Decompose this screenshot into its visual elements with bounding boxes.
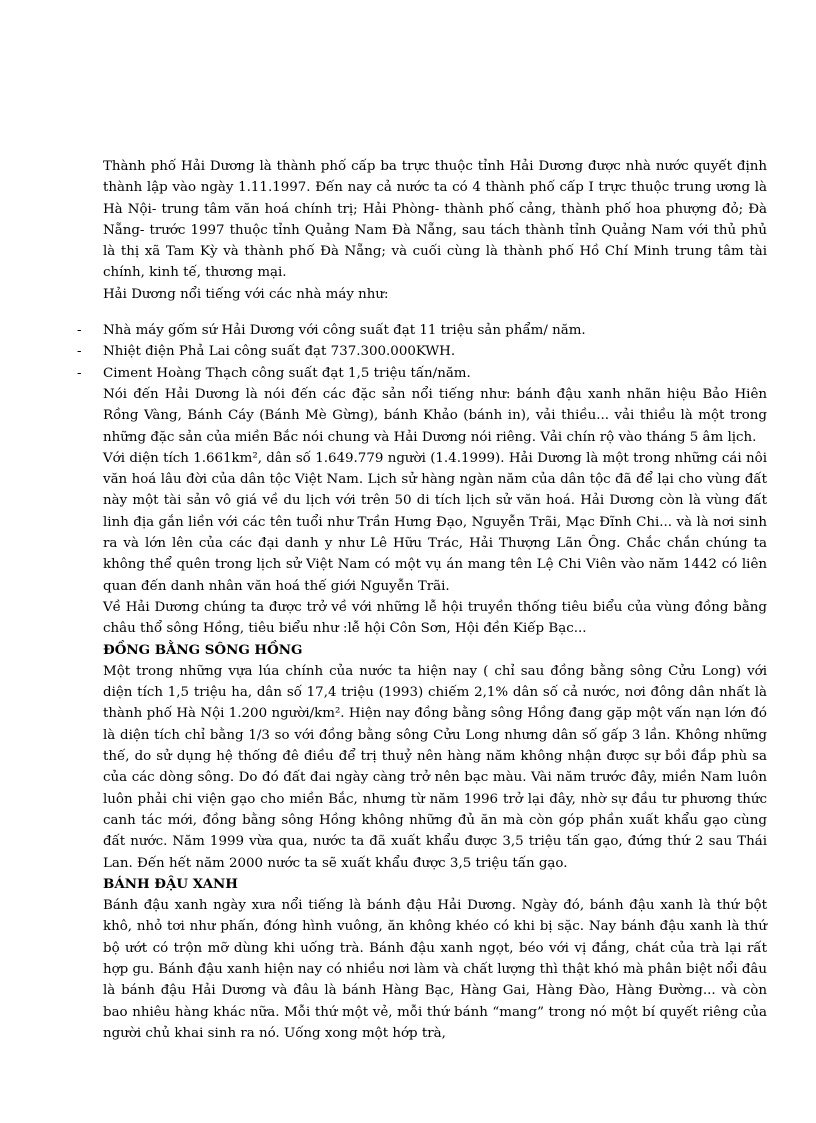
- paragraph-area-population: Với diện tích 1.661km², dân số 1.649.779 người (1.4.1999). Hải Dương là một trong những cái nôi văn hoá lâu đời của dân tộc Việt Nam. Lịch sử hàng ngàn năm của dân tộc đã để lại cho vùng đất này một tài sản vô giá về du lịch với trên 50 di tích lịch sử văn hoá. Hải Dương còn là vùng đất linh địa gắn liền với các tên tuổi như Trần Hưng Đạo, Nguyễn Trãi, Mạc Đĩnh Chi... và là nơi sinh ra và lớn lên của các đại danh y như Lê Hữu Trác, Hải Thượng Lãn Ông. Chắc chắn chúng ta không thể quên trong lịch sử Việt Nam có một vụ án mang tên Lệ Chi Viên vào năm 1442 có liên quan đến danh nhân văn hoá thế giới Nguyễn Trãi.: [103, 450, 767, 594]
- list-marker: -: [77, 365, 82, 381]
- paragraph-mung-bean-cake: Bánh đậu xanh ngày xưa nổi tiếng là bánh đậu Hải Dương. Ngày đó, bánh đậu xanh là thứ bột khô, nhỏ tơi như phấn, đóng hình vuông, ăn không khéo có khi bị sặc. Nay bánh đậu xanh là thứ bộ ướt có trộn mỡ dùng khi uống trà. Bánh đậu xanh ngọt, béo với vị đắng, chát của trà lại rất hợp gu. Bánh đậu xanh hiện nay có nhiều nơi làm và chất lượng thì thật khó mà phân biệt nổi đâu là bánh đậu Hải Dương và đâu là bánh Hàng Bạc, Hàng Gai, Hàng Đào, Hàng Đường... và còn bao nhiêu hàng khác nữa. Mỗi thứ một vẻ, mỗi thứ bánh “mang” trong nó một bí quyết riêng của người chủ khai sinh ra nó. Uống xong một hớp trà,: [103, 898, 767, 1041]
- paragraph-factories-intro: Hải Dương nổi tiếng với các nhà máy như:: [103, 286, 389, 302]
- paragraph-specialties: Nói đến Hải Dương là nói đến các đặc sản nổi tiếng như: bánh đậu xanh nhãn hiệu Bảo Hiên Rồng Vàng, Bánh Cáy (Bánh Mè Gừng), bánh Khảo (bánh in), vải thiều... vải thiều là một trong những đặc sản của miền Bắc nói chung và Hải Dương nói riêng. Vải chín rộ vào tháng 5 âm lịch.: [103, 386, 767, 445]
- list-item-text: Nhà máy gốm sứ Hải Dương với công suất đạt 11 triệu sản phẩm/ năm.: [103, 323, 586, 339]
- paragraph-red-river-delta: Một trong những vựa lúa chính của nước ta hiện nay ( chỉ sau đồng bằng sông Cửu Long) với diện tích 1,5 triệu ha, dân số 17,4 triệu (1993) chiếm 2,1% dân số cả nước, nơi đông dân nhất là thành phố Hà Nội 1.200 người/km². Hiện nay đồng bằng sông Hồng đang gặp một vấn nạn lớn đó là diện tích chỉ bằng 1/3 so với đồng bằng sông Cửu Long nhưng dân số gấp 3 lần. Không những thế, do sử dụng hệ thống đê điều để trị thuỷ nên hàng năm không nhận được sự bồi đắp phù sa của các dòng sông. Do đó đất đai ngày càng trở nên bạc màu. Vài năm trước đây, miền Nam luôn luôn phải chi viện gạo cho miền Bắc, nhưng từ năm 1996 trở lại đây, nhờ sự đầu tư phương thức canh tác mới, đồng bằng sông Hồng không những đủ ăn mà còn góp phần xuất khẩu gạo cùng đất nước. Năm 1999 vừa qua, nước ta đã xuất khẩu được 3,5 triệu tấn gạo, đứng thứ 2 sau Thái Lan. Đến hết năm 2000 nước ta sẽ xuất khẩu được 3,5 triệu tấn gạo.: [103, 663, 767, 871]
- factory-list: [77, 320, 767, 384]
- list-marker: -: [77, 344, 82, 360]
- document-page: [77, 156, 767, 1044]
- paragraph-festivals: Về Hải Dương chúng ta được trở về với những lễ hội truyền thống tiêu biểu của vùng đồng bằng châu thổ sông Hồng, tiêu biểu như :lễ hội Côn Sơn, Hội đền Kiếp Bạc...: [103, 599, 767, 637]
- list-item: [77, 363, 767, 384]
- paragraph-hai-duong-city: Thành phố Hải Dương là thành phố cấp ba trực thuộc tỉnh Hải Dương được nhà nước quyết định thành lập vào ngày 1.11.1997. Đến nay cả nước ta có 4 thành phố cấp I trực thuộc trung ương là Hà Nội- trung tâm văn hoá chính trị; Hải Phòng- thành phố cảng, thành phố hoa phượng đỏ; Đà Nẵng- trước 1997 thuộc tỉnh Quảng Nam Đà Nẵng, sau tách thành tỉnh Quảng Nam với thủ phủ là thị xã Tam Kỳ và thành phố Đà Nẵng; và cuối cùng là thành phố Hồ Chí Minh trung tâm tài chính, kinh tế, thương mại.: [103, 159, 767, 281]
- list-marker: -: [77, 323, 82, 339]
- list-item: [77, 320, 767, 341]
- list-item-text: Nhiệt điện Phả Lai công suất đạt 737.300.000KWH.: [103, 344, 456, 360]
- list-item-text: Ciment Hoàng Thạch công suất đạt 1,5 triệu tấn/năm.: [103, 365, 471, 381]
- heading-mung-bean-cake: BÁNH ĐẬU XANH: [103, 875, 238, 892]
- heading-red-river-delta: ĐỒNG BẰNG SÔNG HỒNG: [103, 641, 303, 658]
- list-item: [77, 341, 767, 362]
